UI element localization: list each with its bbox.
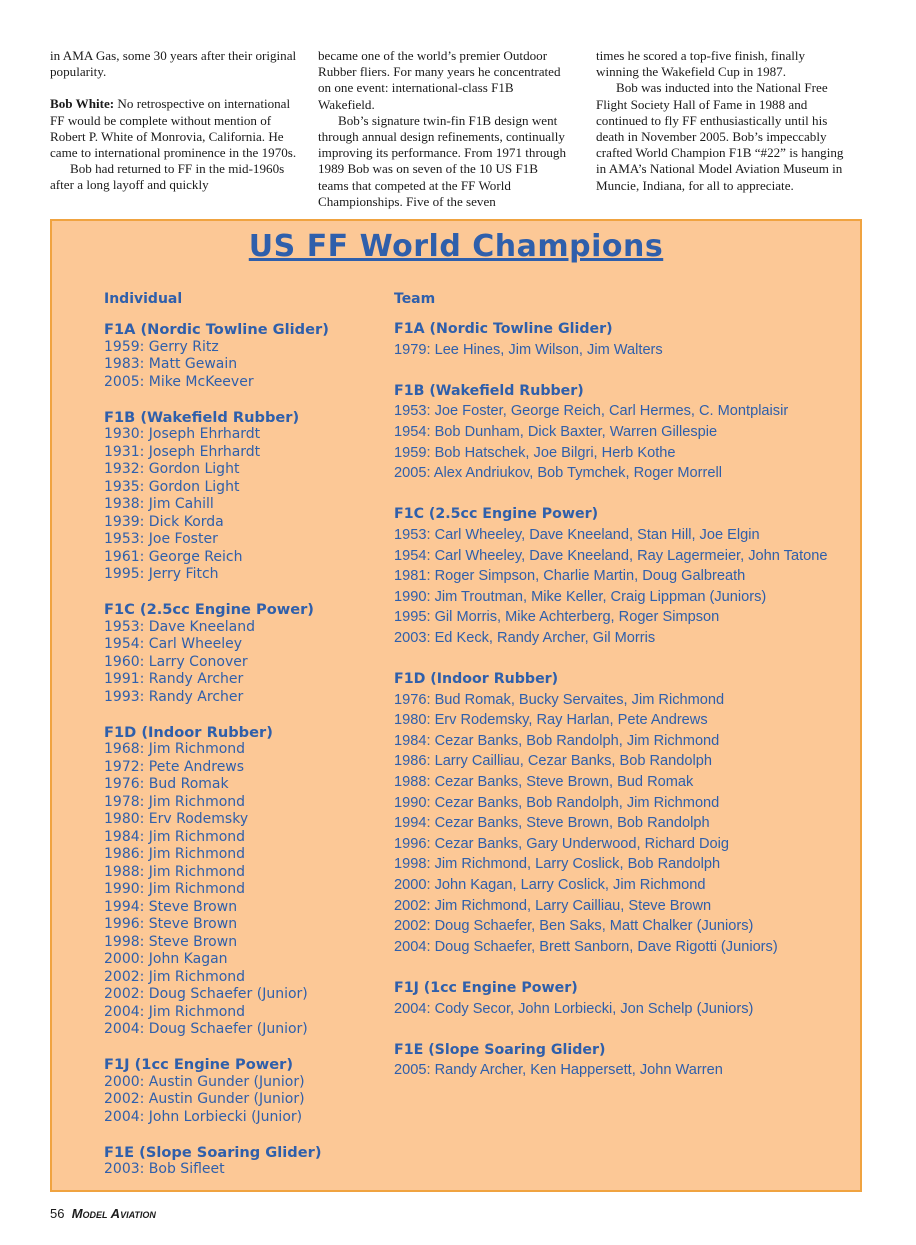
category-heading: F1E (Slope Soaring Glider) xyxy=(394,1041,606,1058)
category-heading: F1J (1cc Engine Power) xyxy=(104,1056,293,1073)
champion-entry: 1953: Joe Foster xyxy=(104,531,218,547)
champion-entry: 1932: Gordon Light xyxy=(104,461,240,477)
champion-entry: 1994: Cezar Banks, Steve Brown, Bob Randolph xyxy=(394,815,710,832)
category-heading: F1D (Indoor Rubber) xyxy=(394,671,559,688)
article-column-3 xyxy=(596,48,848,194)
category-heading: F1C (2.5cc Engine Power) xyxy=(394,506,599,523)
champion-entry: 1959: Gerry Ritz xyxy=(104,338,219,355)
champion-entry: 1953: Dave Kneeland xyxy=(104,618,256,635)
champion-entry: 1976: Bud Romak, Bucky Servaites, Jim Richmond xyxy=(394,691,725,708)
category-group xyxy=(104,724,384,1039)
category-heading: F1B (Wakefield Rubber) xyxy=(394,382,584,399)
category-heading: F1A (Nordic Towline Glider) xyxy=(104,321,329,338)
champion-entry: 1939: Dick Korda xyxy=(104,513,224,530)
category-group xyxy=(104,409,384,584)
champion-entry: 1979: Lee Hines, Jim Wilson, Jim Walters xyxy=(394,341,663,358)
champion-entry: 2005: Alex Andriukov, Bob Tymchek, Roger Morrell xyxy=(394,465,722,482)
paragraph-lead: Bob White: xyxy=(50,96,115,112)
category-group xyxy=(394,978,854,1019)
article-column-1 xyxy=(50,48,302,194)
champion-entry: 1995: Gil Morris, Mike Achterberg, Roger Simpson xyxy=(394,609,720,626)
champion-entry: 1953: Joe Foster, George Reich, Carl Hermes, C. Montplaisir xyxy=(394,403,789,420)
champion-entry: 1980: Erv Rodemsky xyxy=(104,811,249,827)
champion-entry: 2004: John Lorbiecki (Junior) xyxy=(104,1108,303,1125)
magazine-name: Model Aviation xyxy=(71,1206,156,1221)
champion-entry: 2002: Jim Richmond xyxy=(104,968,246,985)
champion-entry: 1968: Jim Richmond xyxy=(104,741,246,757)
category-group xyxy=(104,1144,384,1179)
champion-entry: 1995: Jerry Fitch xyxy=(104,566,219,582)
champion-entry: 1998: Steve Brown xyxy=(104,933,238,950)
champion-entry: 2002: Jim Richmond, Larry Cailliau, Steve Brown xyxy=(394,897,712,914)
sidebar-title: US FF World Champions xyxy=(248,229,664,264)
champion-entry: 1984: Jim Richmond xyxy=(104,828,246,845)
paragraph: Bob had returned to FF in the mid-1960s after a long layoff and quickly xyxy=(50,161,285,193)
team-champions-list xyxy=(394,319,854,1102)
champion-entry: 1954: Carl Wheeley xyxy=(104,636,242,652)
champion-entry: 1990: Jim Troutman, Mike Keller, Craig Lippman (Juniors) xyxy=(394,588,767,605)
champion-entry: 2004: Doug Schaefer (Junior) xyxy=(104,1021,308,1037)
champion-entry: 1954: Bob Dunham, Dick Baxter, Warren Gillespie xyxy=(394,423,718,440)
champion-entry: 1988: Jim Richmond xyxy=(104,863,246,880)
champion-entry: 1988: Cezar Banks, Steve Brown, Bud Romak xyxy=(394,774,694,791)
champion-entry: 1996: Cezar Banks, Gary Underwood, Richard Doig xyxy=(394,835,730,852)
champion-entry: 2004: Doug Schaefer, Brett Sanborn, Dave Rigotti (Juniors) xyxy=(394,938,778,955)
category-heading: F1C (2.5cc Engine Power) xyxy=(104,601,314,618)
category-group xyxy=(394,1040,854,1081)
champion-entry: 2004: Cody Secor, John Lorbiecki, Jon Schelp (Juniors) xyxy=(394,1000,754,1017)
category-heading: F1E (Slope Soaring Glider) xyxy=(104,1143,322,1161)
champion-entry: 1984: Cezar Banks, Bob Randolph, Jim Richmond xyxy=(394,732,720,749)
champion-entry: 1993: Randy Archer xyxy=(104,688,244,705)
champion-entry: 2000: John Kagan, Larry Coslick, Jim Richmond xyxy=(394,877,706,894)
champion-entry: 2000: Austin Gunder (Junior) xyxy=(104,1073,305,1090)
champion-entry: 1953: Carl Wheeley, Dave Kneeland, Stan Hill, Joe Elgin xyxy=(394,526,760,543)
champion-entry: 1938: Jim Cahill xyxy=(104,496,214,512)
champion-entry: 1990: Jim Richmond xyxy=(104,881,246,897)
champion-entry: 1980: Erv Rodemsky, Ray Harlan, Pete Andrews xyxy=(394,712,708,729)
paragraph: in AMA Gas, some 30 years after their original popularity. xyxy=(50,48,297,80)
champion-entry: 2002: Doug Schaefer, Ben Saks, Matt Chalker (Juniors) xyxy=(394,918,754,935)
category-heading: F1D (Indoor Rubber) xyxy=(104,723,273,741)
champion-entry: 1990: Cezar Banks, Bob Randolph, Jim Richmond xyxy=(394,794,720,811)
champion-entry: 1991: Randy Archer xyxy=(104,671,244,687)
champions-sidebar xyxy=(50,219,862,1192)
champion-entry: 2004: Jim Richmond xyxy=(104,1003,246,1020)
category-heading: F1A (Nordic Towline Glider) xyxy=(394,321,613,337)
paragraph-body: No retrospective on international FF would be complete without mention of Robert P. White of Monrovia, California. He came to international prominence in the 1970s. xyxy=(50,96,297,161)
individual-champions-list xyxy=(104,321,384,1196)
paragraph: Bob’s signature twin-fin F1B design went through annual design refinements, continually improving its performance. From 1971 through 1989 Bob was on seven of the 10 US F1B teams that competed at the FF World Championships. Five of the seven xyxy=(318,112,567,209)
article-column-2 xyxy=(318,48,570,210)
champion-entry: 2003: Bob Sifleet xyxy=(104,1161,225,1177)
paragraph: became one of the world’s premier Outdoor Rubber fliers. For many years he concentrated on one event: international-class F1B Wakefield. xyxy=(318,48,561,112)
paragraph: times he scored a top-five finish, finally winning the Wakefield Cup in 1987. xyxy=(596,48,806,80)
champion-entry: 1983: Matt Gewain xyxy=(104,356,238,372)
category-group xyxy=(394,669,854,957)
champion-entry: 1954: Carl Wheeley, Dave Kneeland, Ray Lagermeier, John Tatone xyxy=(394,547,828,564)
champion-entry: 1930: Joseph Ehrhardt xyxy=(104,426,261,442)
paragraph: Bob was inducted into the National Free Flight Society Hall of Fame in 1988 and continued to fly FF enthusiastically until his death in November 2005. Bob’s impeccably crafted World Champion F1B “#22” is hanging in AMA’s National Model Aviation Museum in Muncie, Indiana, for all to appreciate. xyxy=(596,80,844,193)
category-group xyxy=(394,381,854,484)
category-group xyxy=(104,1056,384,1126)
champion-entry: 2002: Doug Schaefer (Junior) xyxy=(104,986,308,1002)
category-group xyxy=(104,601,384,706)
category-heading: F1B (Wakefield Rubber) xyxy=(104,408,300,426)
champion-entry: 1986: Larry Cailliau, Cezar Banks, Bob Randolph xyxy=(394,753,712,770)
champion-entry: 1978: Jim Richmond xyxy=(104,793,246,810)
champion-entry: 2005: Mike McKeever xyxy=(104,373,254,390)
champion-entry: 1994: Steve Brown xyxy=(104,898,238,915)
champion-entry: 2000: John Kagan xyxy=(104,951,228,967)
paragraph xyxy=(50,96,302,161)
champion-entry: 1931: Joseph Ehrhardt xyxy=(104,443,261,460)
category-group xyxy=(394,504,854,648)
individual-heading: Individual xyxy=(104,291,183,307)
article-text xyxy=(50,48,860,210)
champion-entry: 1981: Roger Simpson, Charlie Martin, Doug Galbreath xyxy=(394,568,746,585)
team-heading: Team xyxy=(394,291,436,307)
page-number: 56 xyxy=(50,1206,65,1221)
champion-entry: 2002: Austin Gunder (Junior) xyxy=(104,1091,305,1107)
champion-entry: 1976: Bud Romak xyxy=(104,776,229,792)
category-group xyxy=(394,319,854,360)
champion-entry: 2005: Randy Archer, Ken Happersett, John Warren xyxy=(394,1062,723,1079)
champion-entry: 1998: Jim Richmond, Larry Coslick, Bob Randolph xyxy=(394,856,721,873)
category-heading: F1J (1cc Engine Power) xyxy=(394,980,578,996)
champion-entry: 1996: Steve Brown xyxy=(104,916,238,932)
champion-entry: 1960: Larry Conover xyxy=(104,653,248,670)
champion-entry: 2003: Ed Keck, Randy Archer, Gil Morris xyxy=(394,629,656,646)
champion-entry: 1961: George Reich xyxy=(104,548,243,565)
page-footer xyxy=(50,1206,156,1222)
champion-entry: 1959: Bob Hatschek, Joe Bilgri, Herb Kothe xyxy=(394,444,676,461)
category-group xyxy=(104,321,384,391)
champion-entry: 1935: Gordon Light xyxy=(104,478,240,495)
champion-entry: 1986: Jim Richmond xyxy=(104,846,246,862)
champion-entry: 1972: Pete Andrews xyxy=(104,758,245,775)
